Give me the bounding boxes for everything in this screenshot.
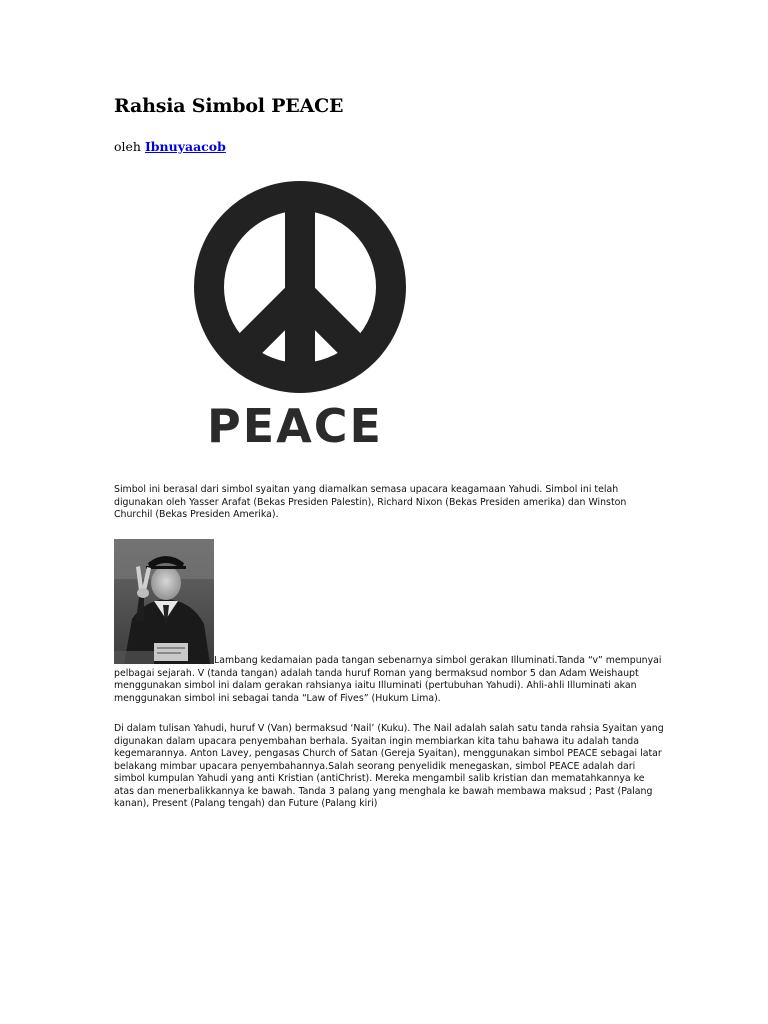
photo-image [114,539,214,664]
peace-sign-icon [185,178,415,453]
peace-caption: PEACE [207,399,383,453]
paragraph-1: Simbol ini berasal dari simbol syaitan yang diamalkan semasa upacara keagamaan Yahudi. Simbol ini telah digunakan oleh Yasser Arafat (Bekas Presiden Palestin), Richard Nixon (Bekas Presiden amerika) dan Winston Churchil (Bekas Presiden Amerika). [114,484,627,520]
article-title: Rahsia Simbol PEACE [114,95,344,117]
author-link[interactable]: Ibnuyaacob [144,139,226,154]
paragraph-3: Di dalam tulisan Yahudi, huruf V (Van) bermaksud ‘Nail’ (Kuku). The Nail adalah salah satu tanda rahsia Syaitan yang digunakan dalam upacara penyembahan berhala. Syaitan ingin membiarkan kita tahu bahawa itu adalah tanda kegemarannya. Anton Lavey, pengasas Church of Satan (Gereja Syaitan), menggunakan simbol PEACE sebagai latar belakang mimbar upacara penyembahannya.Salah seorang penyelidik menegaskan, simbol PEACE adalah dari simbol kumpulan Yahudi yang anti Kristian (antiChrist). Mereka mengambil salib kristian dan mematahkannya ke atas dan menerbalikkannya ke bawah. Tanda 3 palang yang menghala ke bawah membawa maksud ; Past (Palang kanan), Present (Palang tengah) dan Future (Palang kiri) [114,723,664,809]
paragraph-2: Lambang kedamaian pada tangan sebenarnya simbol gerakan Illuminati.Tanda “v” mempunyai pelbagai sejarah. V (tanda tangan) adalah tanda huruf Roman yang bermaksud nombor 5 dan Adam Weishaupt menggunakan simbol ini dalam gerakan rahsianya iaitu Illuminati (pertubuhan Yahudi). Ahli-ahli Illuminati akan menggunakan simbol ini sebagai tanda “Law of Fives” (Hukum Lima). [114,655,662,704]
peace-symbol-figure [185,178,415,453]
byline [114,139,226,154]
byline-prefix: oleh [114,139,145,154]
v-sign-photo [114,539,214,664]
